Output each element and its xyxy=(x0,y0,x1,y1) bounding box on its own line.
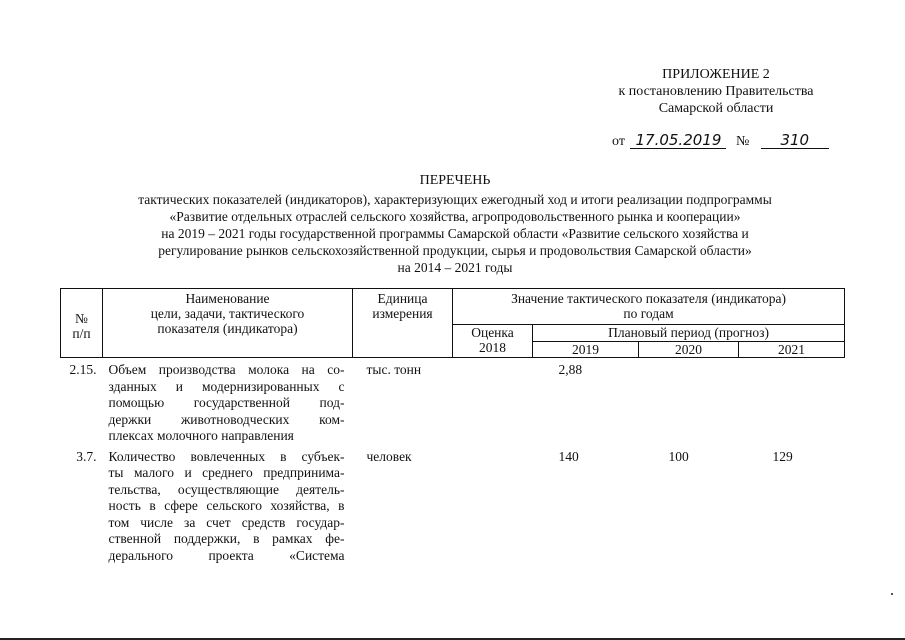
document-heading xyxy=(60,172,850,276)
row-unit: тыс. тонн xyxy=(366,362,422,377)
decree-number: 310 xyxy=(761,133,829,149)
header-unit-line-1: Единица xyxy=(377,291,428,306)
row-value-2019: 2,88 xyxy=(558,362,583,377)
header-unit xyxy=(353,289,453,358)
header-year-2018: 2018 xyxy=(479,340,506,355)
header-value xyxy=(453,289,845,325)
table-row xyxy=(61,358,845,445)
row-name-line: тельства, осуществляющие деятель- xyxy=(108,481,345,497)
table-row xyxy=(61,445,845,565)
decree-line xyxy=(612,133,827,150)
header-num xyxy=(61,289,103,358)
header-value-line-1: Значение тактического показателя (индикатора) xyxy=(511,291,786,306)
header-year-2019: 2019 xyxy=(533,342,639,358)
scan-speck xyxy=(891,593,893,595)
heading-line-3: на 2019 – 2021 годы государственной программы Самарской области «Развитие сельского хозяйства и xyxy=(161,226,749,241)
attachment-header xyxy=(600,66,832,117)
row-value-2019: 140 xyxy=(558,448,579,464)
row-value-2018 xyxy=(453,445,533,565)
row-number: 2.15. xyxy=(69,362,97,377)
heading-line-2: «Развитие отдельных отраслей сельского хозяйства, агропродовольственного рынка и кооперации» xyxy=(169,209,741,224)
row-name-line: держки животноводческих ком- xyxy=(108,411,345,427)
row-value-2020: 100 xyxy=(668,448,689,464)
header-num-line-1: № xyxy=(75,311,88,326)
header-year-2021: 2021 xyxy=(739,342,845,358)
header-name-line-1: Наименование xyxy=(185,291,270,306)
row-name-line: ственной поддержки, в рамках фе- xyxy=(108,531,345,546)
header-unit-line-2: измерения xyxy=(372,306,433,321)
header-estimate xyxy=(453,325,533,358)
attachment-title: ПРИЛОЖЕНИЕ 2 xyxy=(662,67,770,82)
heading-title: ПЕРЕЧЕНЬ xyxy=(419,173,491,188)
row-name-line: ты малого и среднего предпринима- xyxy=(108,465,345,480)
row-name-line: Объем производства молока на со- xyxy=(108,362,345,377)
header-value-line-2: по годам xyxy=(623,306,674,321)
row-value-2020 xyxy=(639,358,739,445)
attachment-line-3: Самарской области xyxy=(658,101,774,116)
row-name-line: дерального проекта «Система xyxy=(108,547,345,563)
header-name xyxy=(103,289,353,358)
row-value-2018 xyxy=(453,358,533,445)
decree-from-label: от xyxy=(612,134,625,149)
row-value-2021: 129 xyxy=(772,448,793,464)
row-value-2021 xyxy=(739,358,845,445)
heading-line-4: регулирование рынков сельскохозяйственной продукции, сырья и продовольствия Самарской области» xyxy=(158,243,752,258)
header-year-2020: 2020 xyxy=(639,342,739,358)
row-name-line: том числе за счет средств государ- xyxy=(108,514,345,530)
heading-line-5: на 2014 – 2021 годы xyxy=(397,260,513,275)
row-name-line: ность в сфере сельского хозяйства, в xyxy=(108,498,345,513)
row-name-line: помощью государственной под- xyxy=(108,395,345,410)
row-name-line: Количество вовлеченных в субъек- xyxy=(108,448,345,464)
decree-date: 17.05.2019 xyxy=(630,133,726,149)
row-indicator-name xyxy=(103,445,353,565)
header-num-line-2: п/п xyxy=(72,326,91,341)
decree-number-label: № xyxy=(735,134,750,149)
row-name-line: зданных и модернизированных с xyxy=(108,378,345,394)
header-name-line-2: цели, задачи, тактического xyxy=(150,306,305,321)
heading-line-1: тактических показателей (индикаторов), характеризующих ежегодный ход и итоги реализации подпрограммы xyxy=(138,192,772,207)
header-planned: Плановый период (прогноз) xyxy=(533,325,845,342)
row-unit: человек xyxy=(366,448,412,464)
indicators-table xyxy=(60,288,845,564)
row-name-line: плексах молочного направления xyxy=(108,428,294,443)
header-name-line-3: показателя (индикатора) xyxy=(157,321,298,336)
row-indicator-name xyxy=(103,358,353,445)
header-estimate-label: Оценка xyxy=(471,325,514,340)
row-number: 3.7. xyxy=(76,448,97,464)
attachment-line-2: к постановлению Правительства xyxy=(618,84,814,99)
